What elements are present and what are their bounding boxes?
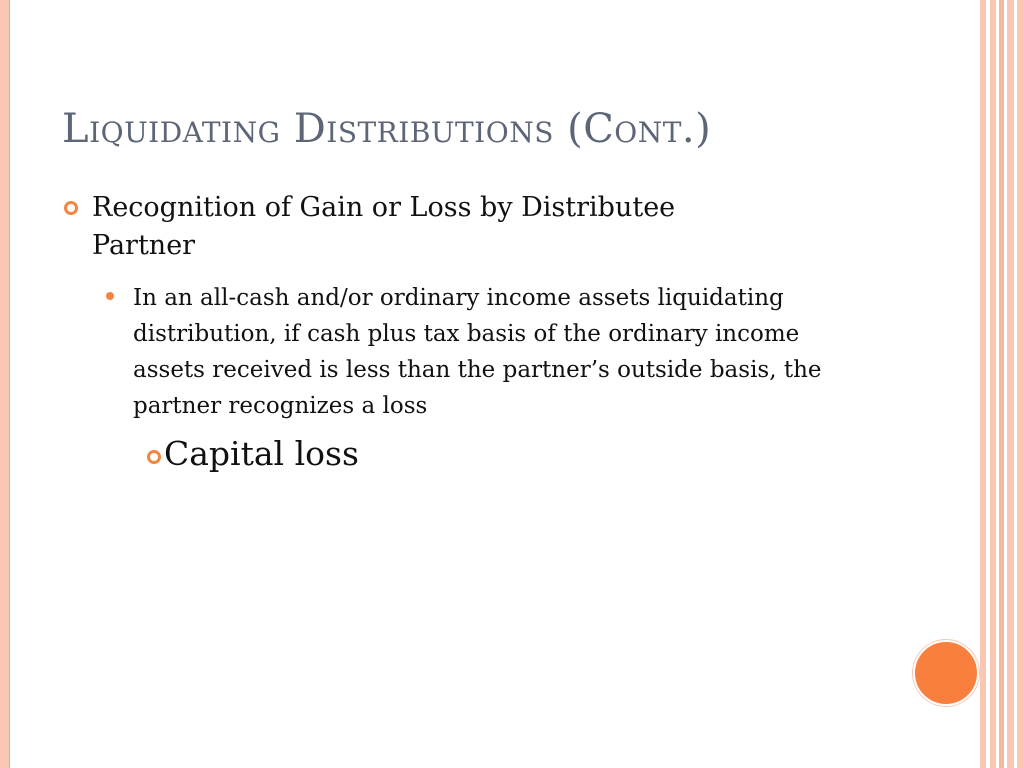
bullet-level-1-text: Recognition of Gain or Loss by Distributee Partner [92,192,676,261]
right-stripe-decoration [980,0,1024,768]
slide-title: Liquidating Distributions (Cont.) [62,106,712,152]
hollow-circle-bullet-icon [64,201,78,215]
filled-dot-bullet-icon [106,292,114,300]
orange-circle-icon [913,640,979,706]
bullet-level-2-text: In an all-cash and/or ordinary income assets liquidating distribution, if cash plus tax basis of the ordinary income assets received is less than the partner’s outside basis, the partner recognizes a loss [133,285,822,419]
bullet-level-1 [64,189,784,265]
left-border-decoration [0,0,10,768]
hollow-circle-bullet-icon [147,450,161,464]
bullet-level-3-text: Capital loss [164,434,359,473]
bullet-level-3 [146,434,546,474]
bullet-level-2 [104,280,864,424]
